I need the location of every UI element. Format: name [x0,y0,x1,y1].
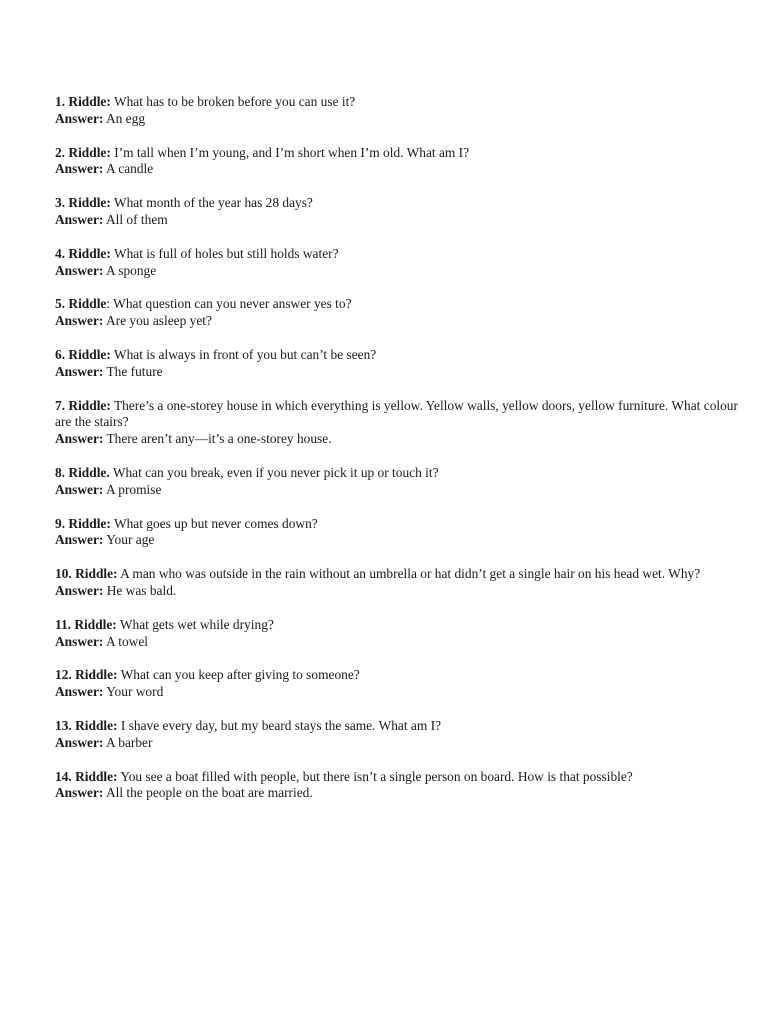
riddle-label: Riddle: [68,515,111,531]
riddle-number: 2. [55,144,66,160]
riddle-item [55,347,745,381]
riddle-question: I shave every day, but my beard stays the same. What am I? [120,717,442,733]
answer-label: Answer: [55,110,104,126]
riddle-question-line [55,465,745,482]
riddle-question-line [55,617,745,634]
riddle-answer: All the people on the boat are married. [105,785,313,801]
riddle-question-line [55,296,745,313]
riddle-question: What month of the year has 28 days? [113,195,313,211]
riddle-answer: Your word [106,684,164,700]
riddle-label: Riddle: [74,616,117,632]
riddle-answer-line [55,785,745,802]
riddle-answer-line [55,212,745,229]
riddle-answer: A barber [105,734,153,750]
riddle-answer-line [55,364,745,381]
riddle-number: 4. [55,245,66,261]
riddle-item [55,566,745,600]
riddle-question: What is full of holes but still holds water? [113,245,339,261]
answer-label: Answer: [55,684,104,700]
riddle-question: What is always in front of you but can’t be seen? [113,346,377,362]
riddle-question-line [55,769,745,786]
riddle-item [55,718,745,752]
riddle-question: What has to be broken before you can use it? [113,94,356,109]
riddle-number: 12. [55,667,72,683]
answer-label: Answer: [55,582,104,598]
riddle-question: : What question can you never answer yes to? [106,296,352,312]
answer-label: Answer: [55,262,104,278]
riddle-item [55,246,745,280]
riddle-item [55,516,745,550]
riddle-question-line [55,398,745,432]
riddle-number: 14. [55,768,72,784]
riddle-answer: All of them [105,211,168,227]
riddle-label: Riddle: [68,397,111,413]
riddle-answer: An egg [105,110,146,126]
answer-label: Answer: [55,734,104,750]
riddle-item [55,195,745,229]
riddle-label: Riddle: [68,94,111,109]
riddle-answer-line [55,482,745,499]
riddle-question-line [55,246,745,263]
riddle-item [55,398,745,448]
riddle-number: 7. [55,397,66,413]
answer-label: Answer: [55,431,104,447]
riddle-question: What can you keep after giving to someone? [120,667,360,683]
riddle-item [55,617,745,651]
riddle-answer-line [55,111,745,128]
riddle-number: 3. [55,195,66,211]
riddle-answer-line [55,161,745,178]
answer-label: Answer: [55,363,104,379]
riddle-item [55,769,745,803]
riddle-question-line [55,347,745,364]
riddle-number: 6. [55,346,66,362]
riddle-answer-line [55,684,745,701]
riddle-question: I’m tall when I’m young, and I’m short when I’m old. What am I? [114,144,470,160]
riddle-answer: A towel [105,633,148,649]
riddle-answer-line [55,313,745,330]
riddle-item [55,94,745,128]
riddle-question: What gets wet while drying? [119,616,274,632]
riddle-answer: Are you asleep yet? [105,313,212,329]
riddle-number: 9. [55,515,66,531]
riddle-answer-line [55,532,745,549]
riddle-question-line [55,145,745,162]
riddle-question-line [55,516,745,533]
riddle-answer: The future [106,363,163,379]
riddle-answer: A sponge [105,262,157,278]
riddle-item [55,667,745,701]
riddle-question: A man who was outside in the rain without an umbrella or hat didn’t get a single hair on his head wet. Why? [120,566,701,582]
answer-label: Answer: [55,313,104,329]
riddle-label: Riddle: [68,195,111,211]
riddle-question-line [55,667,745,684]
riddle-label: Riddle: [75,768,118,784]
answer-label: Answer: [55,481,104,497]
riddle-answer: There aren’t any—it’s a one-storey house. [106,431,332,447]
answer-label: Answer: [55,161,104,177]
riddle-answer: He was bald. [106,582,177,598]
answer-label: Answer: [55,532,104,548]
riddle-answer: A candle [105,161,154,177]
riddle-question-line [55,566,745,583]
riddle-answer: Your age [106,532,155,548]
riddle-answer-line [55,431,745,448]
riddle-number: 1. [55,94,66,109]
riddle-label: Riddle: [68,245,111,261]
riddle-number: 10. [55,566,72,582]
riddle-label: Riddle: [75,667,118,683]
riddle-answer-line [55,735,745,752]
riddle-answer-line [55,583,745,600]
riddle-number: 5. [55,296,66,312]
riddle-question: There’s a one-storey house in which everything is yellow. Yellow walls, yellow doors, yellow furniture. What colour are the stairs? [55,397,738,430]
riddle-label: Riddle [68,296,107,312]
riddle-item [55,145,745,179]
riddle-number: 11. [55,616,71,632]
riddle-question: You see a boat filled with people, but there isn’t a single person on board. How is that possible? [120,768,633,784]
riddle-label: Riddle: [68,346,111,362]
riddle-answer-line [55,634,745,651]
riddle-document [55,94,745,819]
riddle-answer: A promise [105,481,162,497]
riddle-item [55,465,745,499]
riddle-question: What goes up but never comes down? [113,515,318,531]
answer-label: Answer: [55,633,104,649]
riddle-question-line [55,195,745,212]
riddle-question-line [55,94,745,111]
riddle-label: Riddle: [75,566,118,582]
riddle-question: What can you break, even if you never pick it up or touch it? [112,464,439,480]
riddle-item [55,296,745,330]
riddle-number: 13. [55,717,72,733]
answer-label: Answer: [55,785,104,801]
riddle-label: Riddle: [68,144,111,160]
riddle-answer-line [55,263,745,280]
answer-label: Answer: [55,211,104,227]
riddle-label: Riddle. [68,464,110,480]
riddle-number: 8. [55,464,66,480]
riddle-label: Riddle: [75,717,118,733]
riddle-question-line [55,718,745,735]
